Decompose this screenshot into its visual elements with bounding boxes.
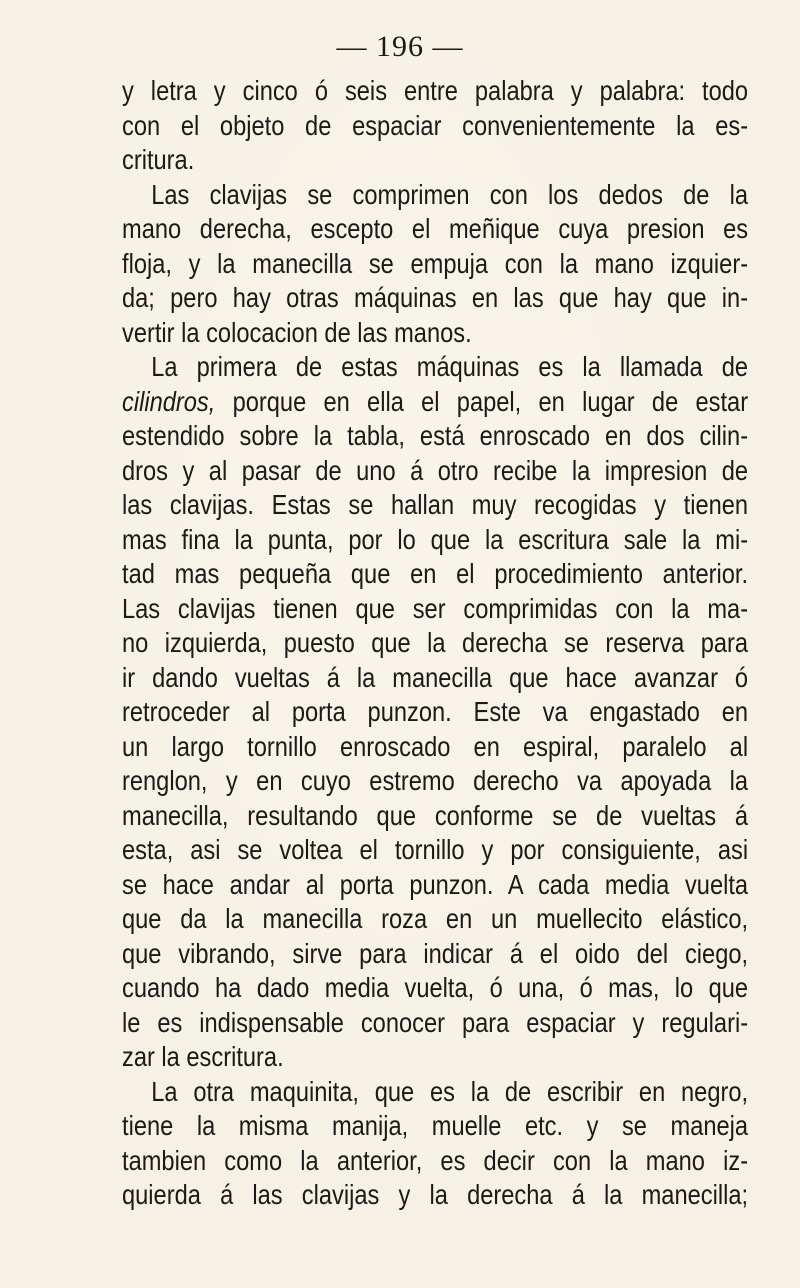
text-line: quierda á las clavijas y la derecha á la manecilla; — [122, 1179, 749, 1210]
text-line-with-italic — [122, 385, 748, 420]
text-line: manecilla, resultando que conforme se de vueltas á — [122, 799, 749, 831]
text-line: con el objeto de espaciar convenientemente la es- — [122, 109, 749, 141]
text-line: no izquierda, puesto que la derecha se reserva para — [122, 627, 749, 658]
text-line: esta, asi se voltea el tornillo y por consiguiente, asi — [122, 834, 749, 865]
text-line: dros y al pasar de uno á otro recibe la impresion de — [122, 454, 749, 486]
text-line: Las clavijas se comprimen con los dedos de la — [151, 178, 749, 210]
text-line: mano derecha, escepto el meñique cuya presion es — [122, 213, 749, 244]
text-line: estendido sobre la tabla, está enroscado en dos cilin- — [122, 420, 749, 451]
text-line: que da la manecilla roza en un muellecito elástico, — [122, 903, 749, 934]
text-line: vertir la colocacion de las manos. — [122, 316, 472, 348]
text-line: critura. — [122, 144, 195, 175]
text-line: le es indispensable conocer para espaciar y regulari- — [122, 1006, 749, 1038]
text-line: tad mas pequeña que en el procedimiento anterior. — [122, 558, 749, 589]
text-line: tiene la misma manija, muelle etc. y se maneja — [122, 1110, 749, 1141]
text-line: tambien como la anterior, es decir con la mano iz- — [122, 1144, 749, 1176]
page-number: — 196 — — [336, 30, 464, 63]
text-line: retroceder al porta punzon. Este va engastado en — [122, 696, 749, 727]
text-line: renglon, y en cuyo estremo derecho va apoyada la — [122, 765, 749, 796]
text-line: da; pero hay otras máquinas en las que hay que in- — [122, 282, 749, 313]
text-line: y letra y cinco ó seis entre palabra y palabra: todo — [122, 75, 749, 106]
text-line: La primera de estas máquinas es la llamada de — [151, 351, 749, 382]
text-line: Las clavijas tienen que ser comprimidas con la ma- — [122, 592, 749, 624]
text-line: mas fina la punta, por lo que la escritura sale la mi- — [122, 523, 749, 555]
text-line: se hace andar al porta punzon. A cada media vuelta — [122, 868, 749, 900]
text-line: un largo tornillo enroscado en espiral, paralelo al — [122, 730, 749, 762]
text-line: La otra maquinita, que es la de escribir en negro, — [151, 1075, 749, 1107]
text-line: cuando ha dado media vuelta, ó una, ó mas, lo que — [122, 972, 749, 1003]
text-fragment: porque en ella el papel, en lugar de estar — [232, 385, 749, 417]
text-line: zar la escritura. — [122, 1041, 284, 1072]
italic-term: cilindros, — [122, 385, 216, 417]
text-line: que vibrando, sirve para indicar á el oido del ciego, — [122, 937, 749, 969]
text-line: las clavijas. Estas se hallan muy recogidas y tienen — [122, 489, 749, 520]
text-line: floja, y la manecilla se empuja con la mano izquier- — [122, 247, 749, 279]
body-text — [122, 74, 748, 1213]
text-line: ir dando vueltas á la manecilla que hace avanzar ó — [122, 661, 749, 693]
